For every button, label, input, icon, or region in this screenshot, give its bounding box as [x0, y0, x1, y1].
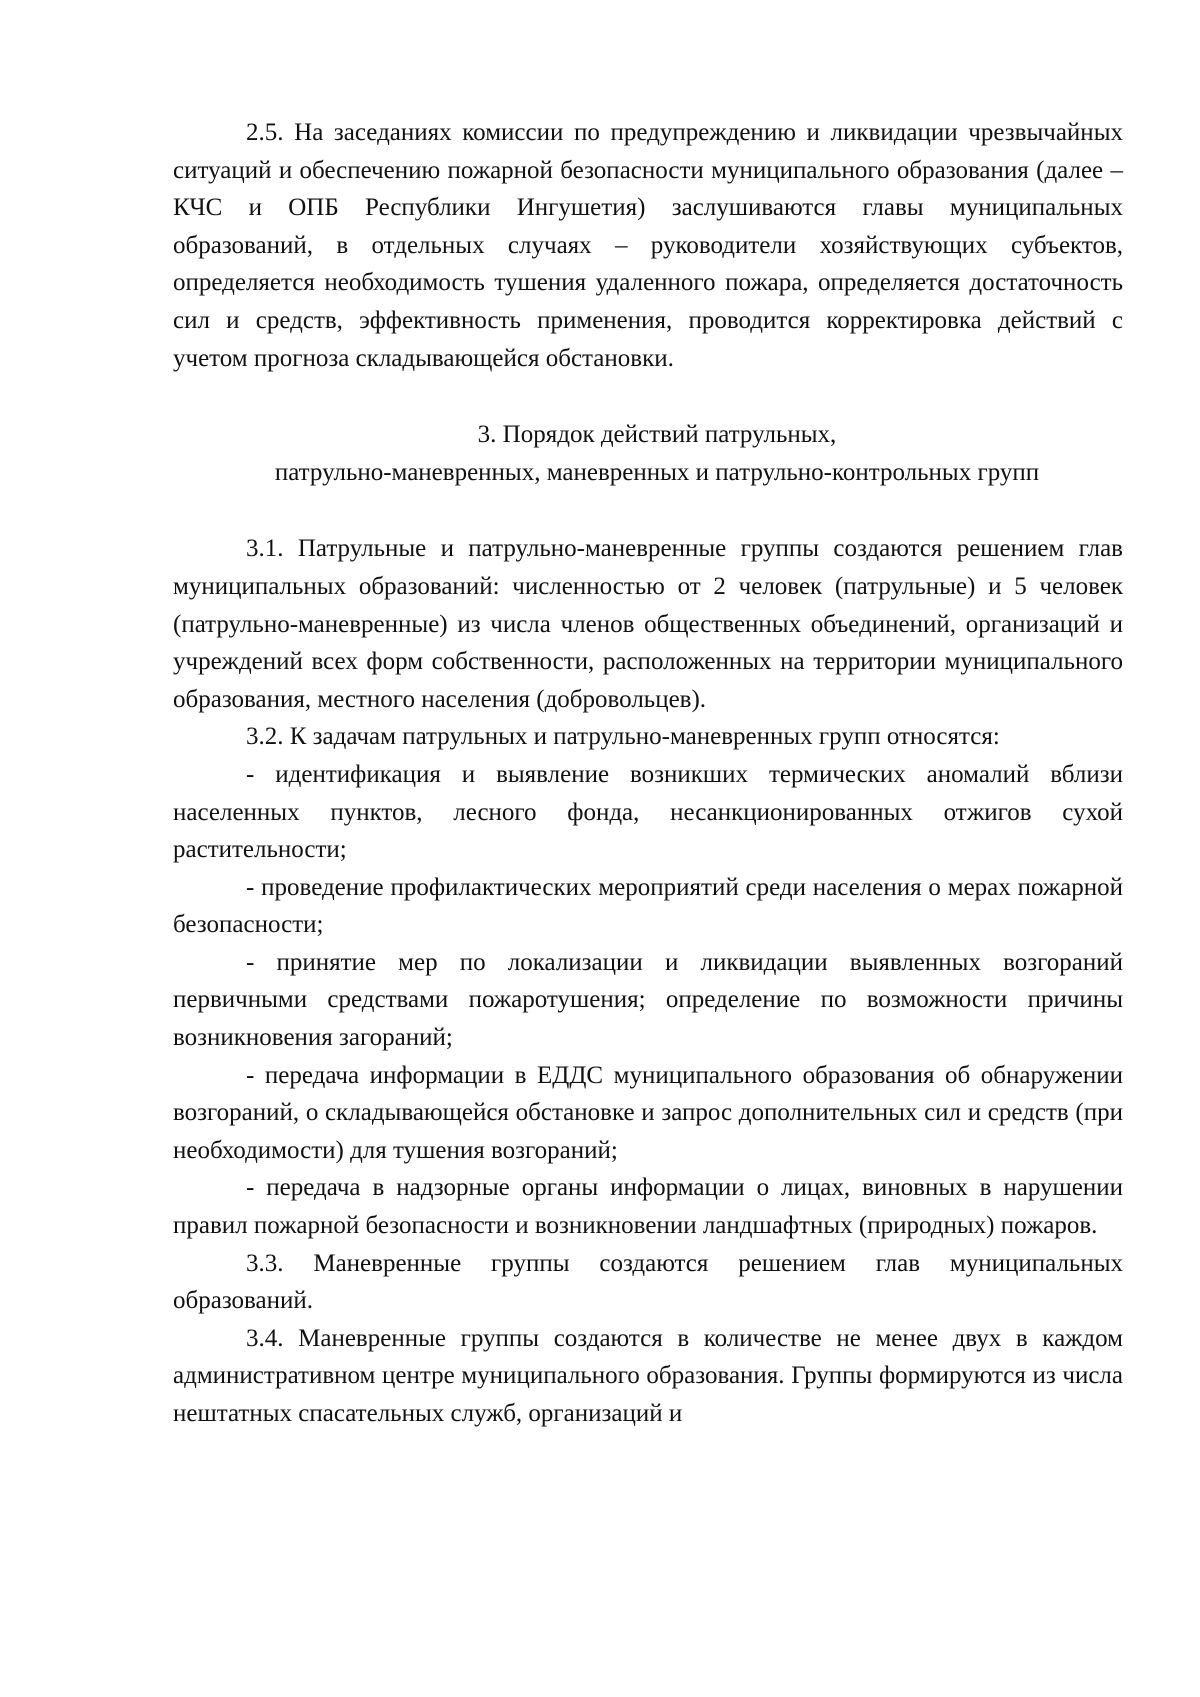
section-heading-line2: патрульно-маневренных, маневренных и патрульно-контрольных групп	[274, 458, 1040, 486]
list-item: - принятие мер по локализации и ликвидации выявленных возгораний первичными средствами пожаротушения; определение по возможности причины возникновения загораний;	[173, 948, 1123, 1052]
paragraph-3-2: 3.2. К задачам патрульных и патрульно-маневренных групп относятся:	[246, 723, 1000, 751]
list-item: - передача информации в ЕДДС муниципального образования об обнаружении возгораний, о складывающейся обстановке и запрос дополнительных сил и средств (при необходимости) для тушения возгораний;	[173, 1061, 1123, 1164]
paragraph-3-3: 3.3. Маневренные группы создаются решением глав муниципальных образований.	[173, 1249, 1123, 1315]
list-item: - проведение профилактических мероприятий среди населения о мерах пожарной безопасности;	[173, 873, 1123, 939]
paragraph-2-5: 2.5. На заседаниях комиссии по предупреждению и ликвидации чрезвычайных ситуаций и обеспечению пожарной безопасности муниципального образования (далее – КЧС и ОПБ Республики Ингушетия) заслушиваются главы муниципальных образований, в отдельных случаях – руководители хозяйствующих субъектов, определяется необходимость тушения удаленного пожара, определяется достаточность сил и средств, эффективность применения, проводится корректировка действий с учетом прогноза складывающейся обстановки.	[173, 119, 1123, 372]
paragraph-3-4: 3.4. Маневренные группы создаются в количестве не менее двух в каждом административном центре муниципального образования. Группы формируются из числа нештатных спасательных служб, организаций и	[173, 1324, 1123, 1427]
list-item: - передача в надзорные органы информации о лицах, виновных в нарушении правил пожарной безопасности и возникновении ландшафтных (природных) пожаров.	[173, 1174, 1123, 1240]
section-heading-line1: 3. Порядок действий патрульных,	[477, 421, 837, 449]
paragraph-3-1: 3.1. Патрульные и патрульно-маневренные группы создаются решением глав муниципальных образований: численностью от 2 человек (патрульные) и 5 человек (патрульно-маневренные) из числа членов общественных объединений, организаций и учреждений всех форм собственности, расположенных на территории муниципального образования, местного населения (добровольцев).	[173, 535, 1123, 713]
section-heading	[173, 416, 1123, 491]
document-page	[173, 114, 1123, 1433]
list-item: - идентификация и выявление возникших термических аномалий вблизи населенных пунктов, лесного фонда, несанкционированных отжигов сухой растительности;	[173, 760, 1123, 864]
